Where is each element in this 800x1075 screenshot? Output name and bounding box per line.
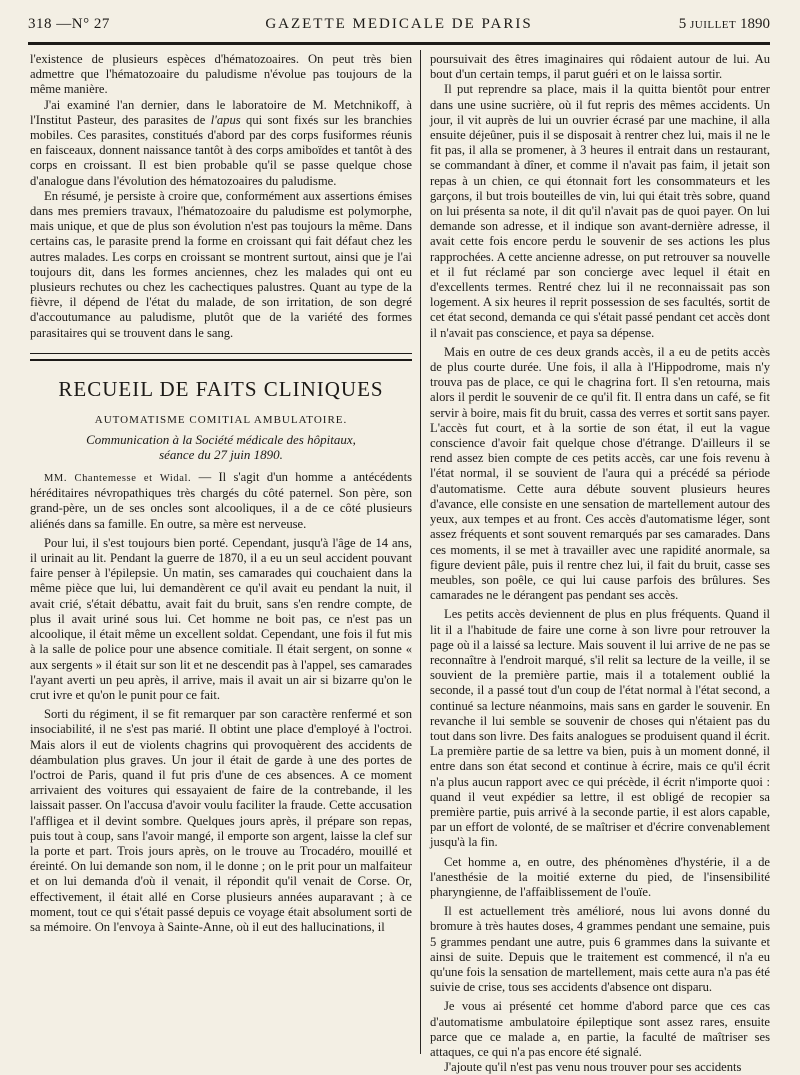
paragraph: Il put reprendre sa place, mais il la quitta bientôt pour entrer dans une usine sucrière, où il fut repris des mêmes accidents. Un jour, il vit auprès de lui un ouvrier écrasé par une machine, il alla ensuite déjeûner, puis il se disposait à rentrer chez lui, mais il ne le fit pas, il alla se promener, à 3 heures il entrait dans un restaurant, se commandant à dîner, et comme il n'avait pas faim, il jetait son repas à un chien, ce qui étonnait fort les consommateurs et les garçons, il but trois bouteilles de vin, lui qui était très sobre, quand on lui présenta sa note, il dit qu'il n'avait pas de quoi payer. On lui demande son adresse, et il indique son avant-dernière adresse, il avait cette fois encore perdu le souvenir de ses actions les plus rapprochées. A cette ancienne adresse, on put retrouver sa nouvelle et il fut réclamé par son concierge avec lequel il était en d'excellents termes. Rentré chez lui il ne reconnaissait pas son logement. A six heures il reprit possession de ses facultés, sortit de cet état second, demanda ce qui s'était passé pendant cet accès dont il n'avait pas conscience, et paya sa dépense. — [430, 82, 770, 340]
text-run: qui sont fixés sur les branchies mobiles. Ces parasites, constitués d'abord par des corps fusiformes réunis en faisceaux, donnent naissance tantôt à des corps amiboïdes et tantôt à des corps en croissant. Il est bien probable qu'il se passe quelque chose d'analogue dans l'évolution des hématozoaires du paludisme. — [30, 112, 412, 188]
paragraph — [30, 98, 412, 189]
section-rule — [30, 353, 412, 361]
right-column — [430, 52, 770, 1075]
paragraph: Sorti du régiment, il se fit remarquer par son caractère renfermé et son insociabilité, il ne s'est pas marié. Il obtint une place d'employé à l'octroi. Mais alors il eut de violents chagrins qui provoquèrent des accidents de déambulation plus graves. Un jour il était de garde à une des portes de l'octroi de Paris, quand il fut pris d'une de ces absences. A ce moment arrivaient des voitures qui essayaient de faire de la contrebande, il les laissait passer. On l'accusa d'avoir voulu faciliter la fraude. Cette accusation l'affligea et il devint sombre. Quelques jours après, il prépare son repas, puis tout à coup, sans l'avoir mangé, il emporte son argent, laisse la clef sur la porte et part. Trois jours après, on le trouve au Trocadéro, mouillé et éreinté. On lui demande son nom, il le donne ; on le prit pour un malfaiteur et on lui demanda d'où il venait, il répondit qu'il venait de Corse. Or, effectivement, il était allé en Corse plusieurs années auparavant ; à ce moment, tout ce qui s'était passé depuis ce voyage était absolument sorti de sa mémoire. On l'envoya à Sainte-Anne, où il eut des hallucinations, il — [30, 707, 412, 934]
left-column — [30, 52, 412, 935]
paragraph: l'existence de plusieurs espèces d'hématozoaires. On peut très bien admettre que l'hématozoaire du paludisme n'évolue pas toujours de la même manière. — [30, 52, 412, 97]
communication-line: séance du 27 juin 1890. — [159, 447, 283, 463]
authors: MM. Chantemesse et Widal. — [44, 473, 192, 485]
section-title: RECUEIL DE FAITS CLINIQUES — [58, 376, 384, 401]
communication-line: Communication à la Société médicale des hôpitaux, — [86, 432, 356, 448]
paragraph: poursuivait des êtres imaginaires qui rôdaient autour de lui. Au bout d'un certain temps, il parut guéri et on le laissa sortir. — [430, 52, 770, 82]
paragraph: Je vous ai présenté cet homme d'abord parce que ces cas d'automatisme ambulatoire épileptique sont assez rares, ensuite parce que ce malade a, en partie, la faculté de maîtriser ses attaques, ce qui n'a pas encore été signalé. — [430, 999, 770, 1059]
paragraph: J'ajoute qu'il n'est pas venu nous trouver pour ses accidents — [444, 1060, 742, 1075]
paragraph: Il est actuellement très amélioré, nous lui avons donné du bromure à très hautes doses, 4 grammes pendant une semaine, puis 5 grammes pendant une autre, puis 6 grammes dans la suivante et ainsi de suite. Depuis que le traitement est commencé, il n'a eu qu'une fois la sensation de martellement, mais cette aura n'a pas été suivie de crise, tous ses accidents d'absence ont disparu. — [430, 904, 770, 995]
paragraph: Mais en outre de ces deux grands accès, il a eu de petits accès de plus courte durée. Une fois, il alla à l'Hippodrome, mais n'y trouva pas de place, ce qui le chagrina fort. Il s'en retourna, mais alors il perdit le souvenir de ce qu'il fit. Il entra dans un café, se fit servir à boire, mais fit du bruit, cassa des verres et sortit sans payer. L'accès fut court, et à la sortie de son état, il eut la vague conscience d'avoir fait quelque chose d'étrange. D'ailleurs il se rend assez bien compte de ces petits accès, car une fois revenu à l'état normal, il se souvient de l'aura qui a précédé sa période d'automatisme. Cette aura débute souvent plusieurs heures d'avance, elle consiste en une sensation de martellement autour des yeux, aux tempes et au front. Ces accès d'automatisme léger, sont assez fréquents et sont souvent remarqués par ses camarades. Dans ces moments, il se met à travailler avec une rapidité anormale, sa figure devient pâle, puis il rentre chez lui, il fait du bruit, casse ses meubles, son poêle, ce qui lui cause parfois des brûlures. Ses camarades ne le dérangent pas pendant ses accès. — [430, 344, 770, 603]
column-divider — [420, 50, 421, 1054]
issue-date — [679, 16, 770, 33]
page-number: 318 —N° 27 — [28, 16, 110, 32]
paragraph: Les petits accès deviennent de plus en plus fréquents. Quand il lit il a l'habitude de faire une corne à son livre pour retrouver la page où il a laissé sa lecture. Mais souvent il lui arrive de ne pas se reconnaître à l'endroit marqué, s'il relit sa lecture de la veille, il se souvient de la première partie, mais il a totalement oublié la seconde, il a passé tout d'un coup de l'état normal à l'état second, a continué sa lecture néanmoins, mais sans en garder le souvenir. En revanche il lui semble se souvenir de choses qui n'étaient pas du tout dans son livre. Des faits analogues se produisent quand il écrit. La première partie de sa lettre va bien, puis à un moment donné, il entre dans son état second et continue à écrire, mais ce qu'il écrit n'a plus aucun rapport avec ce qui précède, il écrit n'importe quoi : quand il veut expédier sa lettre, il est obligé de recopier sa première partie, puis arrivé à la seconde partie, il est alors capable, par un effort de volonté, de se maîtriser et d'écrire convenablement jusqu'à la fin. — [430, 607, 770, 850]
paragraph — [30, 470, 412, 532]
issue-date-day: 5 — [678, 16, 687, 32]
header-rule — [28, 42, 770, 45]
communication-note — [30, 432, 412, 462]
italic-term: l'apus — [210, 112, 241, 127]
text-run: — Il s'agit d'un homme a antécédents héréditaires névropathiques très chargés du côté paternel. Son père, son grand-père, un de ses oncles sont alcooliques, il a de ce côté plusieurs aliénés dans sa famille. En outre, sa mère est nerveuse. — [30, 470, 412, 531]
paragraph: En résumé, je persiste à croire que, conformément aux assertions émises dans mes premiers travaux, l'hématozoaire du paludisme est polymorphe, mais unique, et que de plus son évolution n'est pas toujours la même. Dans certains cas, le parasite prend la forme en croissant qui fait défaut chez les autres malades. Les corps en croissant se montrent surtout, ainsi que je l'ai toujours dit, dans les formes anciennes, chez les malades qui ont eu plusieurs rechutes ou chez les cachectiques palustres. Quant au type de la fièvre, il dépend de l'état du malade, de son irritation, de son degré d'accoutumance au paludisme, plutôt que de la variété des formes parasitaires qui se trouvent dans le sang. — [30, 188, 412, 340]
paragraph: Pour lui, il s'est toujours bien porté. Cependant, jusqu'à l'âge de 14 ans, il urinait au lit. Pendant la guerre de 1870, il a eu un seul accident pouvant faire penser à l'épilepsie. Un matin, ses camarades qui couchaient dans la même pièce que lui, lui demandèrent ce qu'il avait eu pendant la nuit, il avait crié, s'était débattu, avait fait du bruit, sans s'en rendre compte, de plus il avait uriné sous lui. Cet homme ne boit pas, ce n'est pas un alcoolique, il était même un excellent soldat. Cependant, une fois il fut mis à la salle de police pour une absence comitiale. Il était sergent, on sonne « aux sergents » il était sur son lit et ne descendit pas à l'appel, ses camarades l'ayant averti un peu après, il arrive, mais il avait un air si bizarre qu'on le crut ivre et qu'on le punit pour ce fait. — [30, 535, 412, 702]
text-run: J'ai examiné l'an dernier, dans le laboratoire de M. Metchnikoff, à l'Institut Pasteur, des parasites de — [30, 97, 412, 127]
newspaper-page — [28, 14, 770, 1075]
case-title: AUTOMATISME COMITIAL AMBULATOIRE. — [94, 413, 348, 426]
running-head — [28, 14, 770, 36]
issue-date-year: 1890 — [740, 16, 770, 32]
issue-date-month: JUILLET — [689, 19, 737, 31]
paragraph: Cet homme a, en outre, des phénomènes d'hystérie, il a de l'anesthésie de la moitié externe du pied, de l'insensibilité pharyngienne, de l'affaiblissement de l'ouïe. — [430, 854, 770, 899]
journal-title: GAZETTE MEDICALE DE PARIS — [265, 16, 533, 32]
